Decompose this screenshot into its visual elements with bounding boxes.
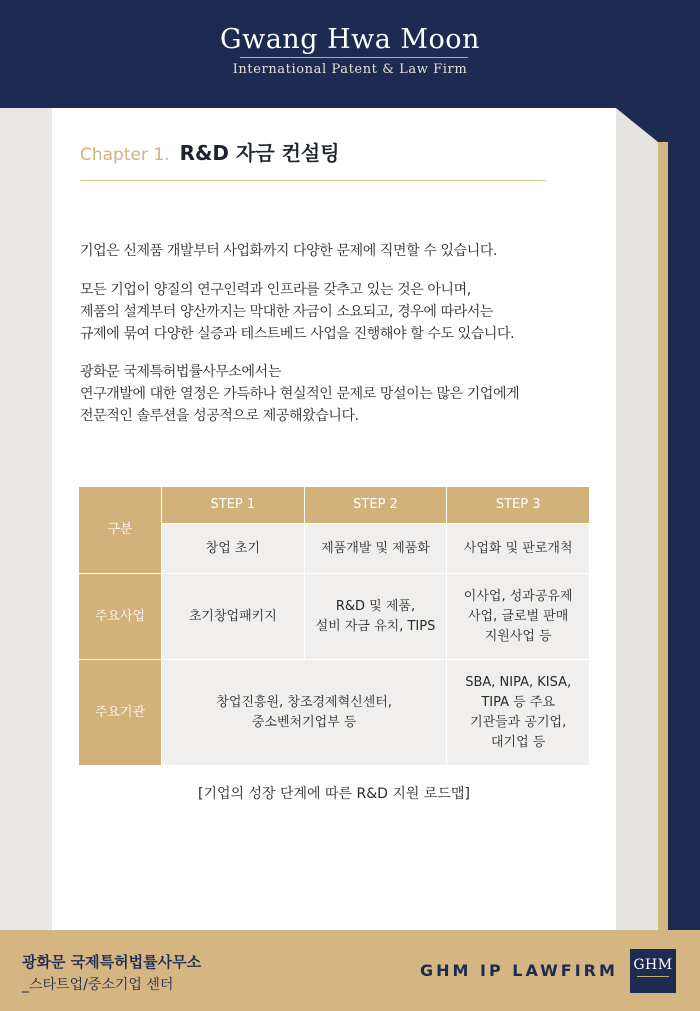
stage-cell: 창업 초기 bbox=[162, 524, 305, 574]
step-header: STEP 2 bbox=[304, 487, 447, 524]
row-header-agencies: 주요기관 bbox=[79, 660, 162, 766]
stage-cell: 사업화 및 판로개척 bbox=[447, 524, 590, 574]
brand-divider bbox=[240, 57, 468, 58]
cell-line: 기관들과 공기업, bbox=[470, 714, 567, 730]
cell-line: 초기창업패키지 bbox=[188, 608, 277, 624]
cell-line: R&D 및 제품, bbox=[335, 598, 416, 614]
text-line: 기업은 신제품 개발부터 사업화까지 다양한 문제에 직면할 수 있습니다. bbox=[80, 243, 498, 259]
table-caption: [기업의 성장 단계에 따른 R&D 지원 로드맵] bbox=[198, 786, 470, 802]
brand-subtitle: International Patent & Law Firm bbox=[232, 62, 468, 77]
logo-rule bbox=[637, 976, 669, 977]
page-left-edge bbox=[0, 108, 52, 930]
text-line: 연구개발에 대한 열정은 가득하나 현실적인 문제로 망설이는 많은 기업에게 bbox=[80, 386, 520, 402]
agencies-cell bbox=[447, 660, 590, 766]
cell-line: 중소벤처기업부 등 bbox=[251, 714, 357, 730]
business-cell bbox=[447, 574, 590, 660]
chapter-title: R&D 자금 컨설팅 bbox=[179, 141, 340, 165]
cell-line: 이사업, 성과공유제 bbox=[463, 588, 573, 604]
table-row bbox=[79, 574, 590, 660]
logo-text: GHM bbox=[633, 957, 673, 973]
agencies-cell-merged bbox=[162, 660, 447, 766]
table-row bbox=[79, 660, 590, 766]
brand-title: Gwang Hwa Moon bbox=[220, 24, 480, 55]
roadmap-table bbox=[78, 486, 590, 766]
business-cell bbox=[162, 574, 305, 660]
row-header-business: 주요사업 bbox=[79, 574, 162, 660]
page-fold-decoration bbox=[612, 108, 658, 930]
text-line: 전문적인 솔루션을 성공적으로 제공해왔습니다. bbox=[80, 408, 359, 424]
table-row bbox=[79, 487, 590, 524]
cell-line: SBA, NIPA, KISA, bbox=[465, 674, 572, 690]
row-header-category: 구분 bbox=[79, 487, 162, 574]
cell-line: 설비 자금 유치, TIPS bbox=[315, 618, 436, 634]
firm-paragraph bbox=[80, 361, 580, 427]
business-cell bbox=[304, 574, 447, 660]
chapter-label: Chapter 1. bbox=[80, 145, 170, 165]
chapter-divider bbox=[80, 180, 546, 181]
step-header: STEP 1 bbox=[162, 487, 305, 524]
ghm-logo bbox=[630, 949, 676, 993]
text-line: 모든 기업이 양질의 연구인력과 인프라를 갖추고 있는 것은 아니며, bbox=[80, 282, 471, 298]
cell-line: 대기업 등 bbox=[490, 734, 546, 750]
challenge-paragraph bbox=[80, 279, 580, 345]
footer-center-name: _스타트업/중소기업 센터 bbox=[22, 977, 174, 993]
cell-line: 창업진흥원, 창조경제혁신센터, bbox=[216, 694, 392, 710]
intro-paragraph bbox=[80, 240, 580, 262]
chapter-heading bbox=[80, 137, 340, 166]
cell-line: 사업, 글로벌 판매 bbox=[468, 608, 569, 624]
stage-cell: 제품개발 및 제품화 bbox=[304, 524, 447, 574]
text-line: 규제에 묶여 다양한 실증과 테스트베드 사업을 진행해야 할 수도 있습니다. bbox=[80, 326, 515, 342]
step-header: STEP 3 bbox=[447, 487, 590, 524]
cell-line: TIPA 등 주요 bbox=[481, 694, 555, 710]
cell-line: 지원사업 등 bbox=[484, 628, 552, 644]
text-line: 광화문 국제특허법률사무소에서는 bbox=[80, 364, 281, 380]
footer-lawfirm-wordmark: GHM IP LAWFIRM bbox=[420, 961, 618, 980]
text-line: 제품의 설계부터 양산까지는 막대한 자금이 소요되고, 경우에 따라서는 bbox=[80, 304, 493, 320]
footer-firm-name: 광화문 국제특허법률사무소 bbox=[22, 953, 202, 971]
